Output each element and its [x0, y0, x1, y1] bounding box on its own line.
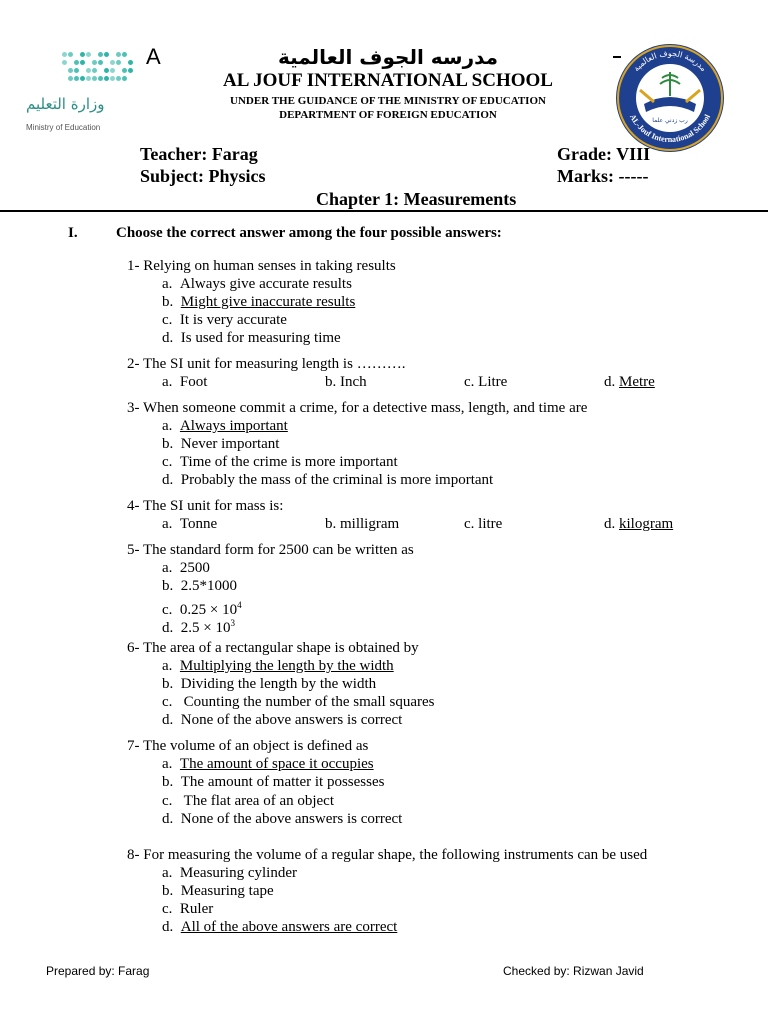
option-text: 0.25 × 10 — [179, 602, 238, 618]
option-letter: c. — [464, 374, 479, 390]
question-4-option-c — [464, 515, 502, 533]
option-text: The amount of matter it possesses — [180, 774, 385, 790]
option-letter: d. — [162, 811, 181, 827]
emblem-ring-text-en: AL-Jouf International School — [627, 112, 712, 144]
option-text: Measuring cylinder — [179, 865, 297, 881]
question-7-option-d — [162, 810, 402, 828]
option-text: kilogram — [619, 516, 674, 532]
option-letter: c. — [162, 602, 180, 618]
question-1-option-d — [162, 329, 341, 347]
option-text: Inch — [340, 374, 367, 390]
option-letter: d. — [604, 374, 619, 390]
option-text: Always important — [179, 418, 288, 434]
option-text: Measuring tape — [180, 883, 274, 899]
option-text: litre — [478, 516, 503, 532]
question-3-option-c — [162, 453, 398, 471]
option-letter: b. — [162, 436, 181, 452]
option-letter: b. — [162, 294, 181, 310]
option-text: milligram — [340, 516, 400, 532]
question-3-option-a — [162, 417, 288, 435]
option-text: Is used for measuring time — [180, 330, 341, 346]
question-5-text: 5- The standard form for 2500 can be written as — [127, 542, 414, 558]
option-letter: a. — [162, 418, 180, 434]
option-exponent: 3 — [230, 618, 235, 628]
question-6-option-a — [162, 657, 394, 675]
option-letter: b. — [325, 374, 340, 390]
question-4-option-b — [325, 515, 399, 533]
question-6-text: 6- The area of a rectangular shape is obtained by — [127, 640, 419, 656]
option-text: Might give inaccurate results — [180, 294, 356, 310]
marks-label: Marks: ----- — [557, 166, 649, 186]
header-divider — [0, 210, 768, 212]
department-line: DEPARTMENT OF FOREIGN EDUCATION — [279, 109, 497, 121]
option-text: The amount of space it occupies — [179, 756, 374, 772]
option-text: None of the above answers is correct — [180, 811, 403, 827]
option-text: 2.5*1000 — [180, 578, 237, 594]
question-3-option-d — [162, 471, 493, 489]
question-7-option-a — [162, 755, 374, 773]
option-text: Never important — [180, 436, 280, 452]
question-1-text: 1- Relying on human senses in taking results — [127, 258, 396, 274]
question-7-text: 7- The volume of an object is defined as — [127, 738, 369, 754]
section-number: I. — [68, 225, 78, 241]
option-letter: a. — [162, 658, 180, 674]
option-text: Counting the number of the small squares — [183, 694, 435, 710]
checked-by: Checked by: Rizwan Javid — [503, 964, 644, 978]
question-8-option-c — [162, 900, 213, 918]
option-letter: b. — [162, 774, 181, 790]
question-7-option-b — [162, 773, 384, 791]
option-letter: b. — [162, 676, 181, 692]
option-letter: c. — [162, 694, 184, 710]
question-3-option-b — [162, 435, 279, 453]
question-8-option-b — [162, 882, 274, 900]
option-letter: d. — [162, 620, 181, 636]
option-letter: d. — [162, 712, 181, 728]
question-2-option-d — [604, 373, 655, 391]
question-5-option-a — [162, 559, 210, 577]
question-5-option-b — [162, 577, 237, 595]
option-exponent: 4 — [237, 600, 242, 610]
question-4-option-d — [604, 515, 673, 533]
question-2-text: 2- The SI unit for measuring length is ………. — [127, 356, 406, 372]
option-letter: b. — [162, 578, 181, 594]
school-name-english: AL JOUF INTERNATIONAL SCHOOL — [223, 70, 553, 91]
ministry-logo-letter: A — [146, 44, 161, 69]
option-letter: c. — [162, 454, 180, 470]
question-8-option-d — [162, 918, 397, 936]
option-text: Ruler — [179, 901, 214, 917]
option-letter: d. — [162, 919, 181, 935]
option-text: Always give accurate results — [179, 276, 352, 292]
question-7-option-c — [162, 792, 334, 810]
ministry-name-english: Ministry of Education — [26, 123, 101, 132]
option-text: It is very accurate — [179, 312, 287, 328]
option-text: The flat area of an object — [183, 793, 335, 809]
ministry-name-arabic: وزارة التعليم — [26, 95, 105, 113]
question-6-option-d — [162, 711, 402, 729]
school-emblem-icon — [614, 42, 726, 154]
school-name-arabic: مدرسه الجوف العالمية — [277, 45, 499, 69]
question-8-option-a — [162, 864, 297, 882]
question-4-option-a — [162, 515, 217, 533]
option-letter: a. — [162, 865, 180, 881]
option-text: All of the above answers are correct — [180, 919, 398, 935]
option-letter: a. — [162, 756, 180, 772]
option-text: Litre — [478, 374, 508, 390]
chapter-title: Chapter 1: Measurements — [316, 189, 517, 209]
option-letter: c. — [162, 793, 184, 809]
option-text: Time of the crime is more important — [179, 454, 398, 470]
option-text: Dividing the length by the width — [180, 676, 377, 692]
option-letter: a. — [162, 374, 180, 390]
option-letter: a. — [162, 276, 180, 292]
question-2-option-c — [464, 373, 507, 391]
option-letter: d. — [604, 516, 619, 532]
option-letter: d. — [162, 330, 181, 346]
option-text: Tonne — [179, 516, 218, 532]
question-6-option-c — [162, 693, 434, 711]
option-letter: d. — [162, 472, 181, 488]
question-4-text: 4- The SI unit for mass is: — [127, 498, 284, 514]
question-1-option-a — [162, 275, 352, 293]
teacher-label: Teacher: Farag — [140, 144, 258, 164]
question-5-option-d — [162, 614, 235, 637]
option-text: 2500 — [179, 560, 210, 576]
question-2-option-b — [325, 373, 367, 391]
option-letter: a. — [162, 516, 180, 532]
option-letter: b. — [325, 516, 340, 532]
question-1-option-b — [162, 293, 355, 311]
emblem-motto: رب زدني علما — [652, 117, 688, 124]
option-letter: c. — [464, 516, 479, 532]
option-letter: c. — [162, 312, 180, 328]
guidance-line: UNDER THE GUIDANCE OF THE MINISTRY OF EDUCATION — [230, 95, 546, 107]
prepared-by: Prepared by: Farag — [46, 964, 150, 978]
subject-label: Subject: Physics — [140, 166, 266, 186]
option-letter: b. — [162, 883, 181, 899]
grade-label: Grade: VIII — [557, 144, 651, 164]
question-2-option-a — [162, 373, 207, 391]
option-letter: a. — [162, 560, 180, 576]
option-text: None of the above answers is correct — [180, 712, 403, 728]
option-letter: c. — [162, 901, 180, 917]
option-text: Probably the mass of the criminal is more important — [180, 472, 494, 488]
emblem-ring-text-ar: مدرسة الجوف العالمية — [631, 48, 709, 74]
question-8-text: 8- For measuring the volume of a regular shape, the following instruments can be used — [127, 847, 648, 863]
question-1-option-c — [162, 311, 287, 329]
option-text: Metre — [619, 374, 655, 390]
question-6-option-b — [162, 675, 376, 693]
option-text: Multiplying the length by the width — [179, 658, 394, 674]
option-text: Foot — [179, 374, 208, 390]
option-text: 2.5 × 10 — [180, 620, 231, 636]
question-3-text: 3- When someone commit a crime, for a detective mass, length, and time are — [127, 400, 588, 416]
section-title: Choose the correct answer among the four possible answers: — [116, 225, 502, 241]
